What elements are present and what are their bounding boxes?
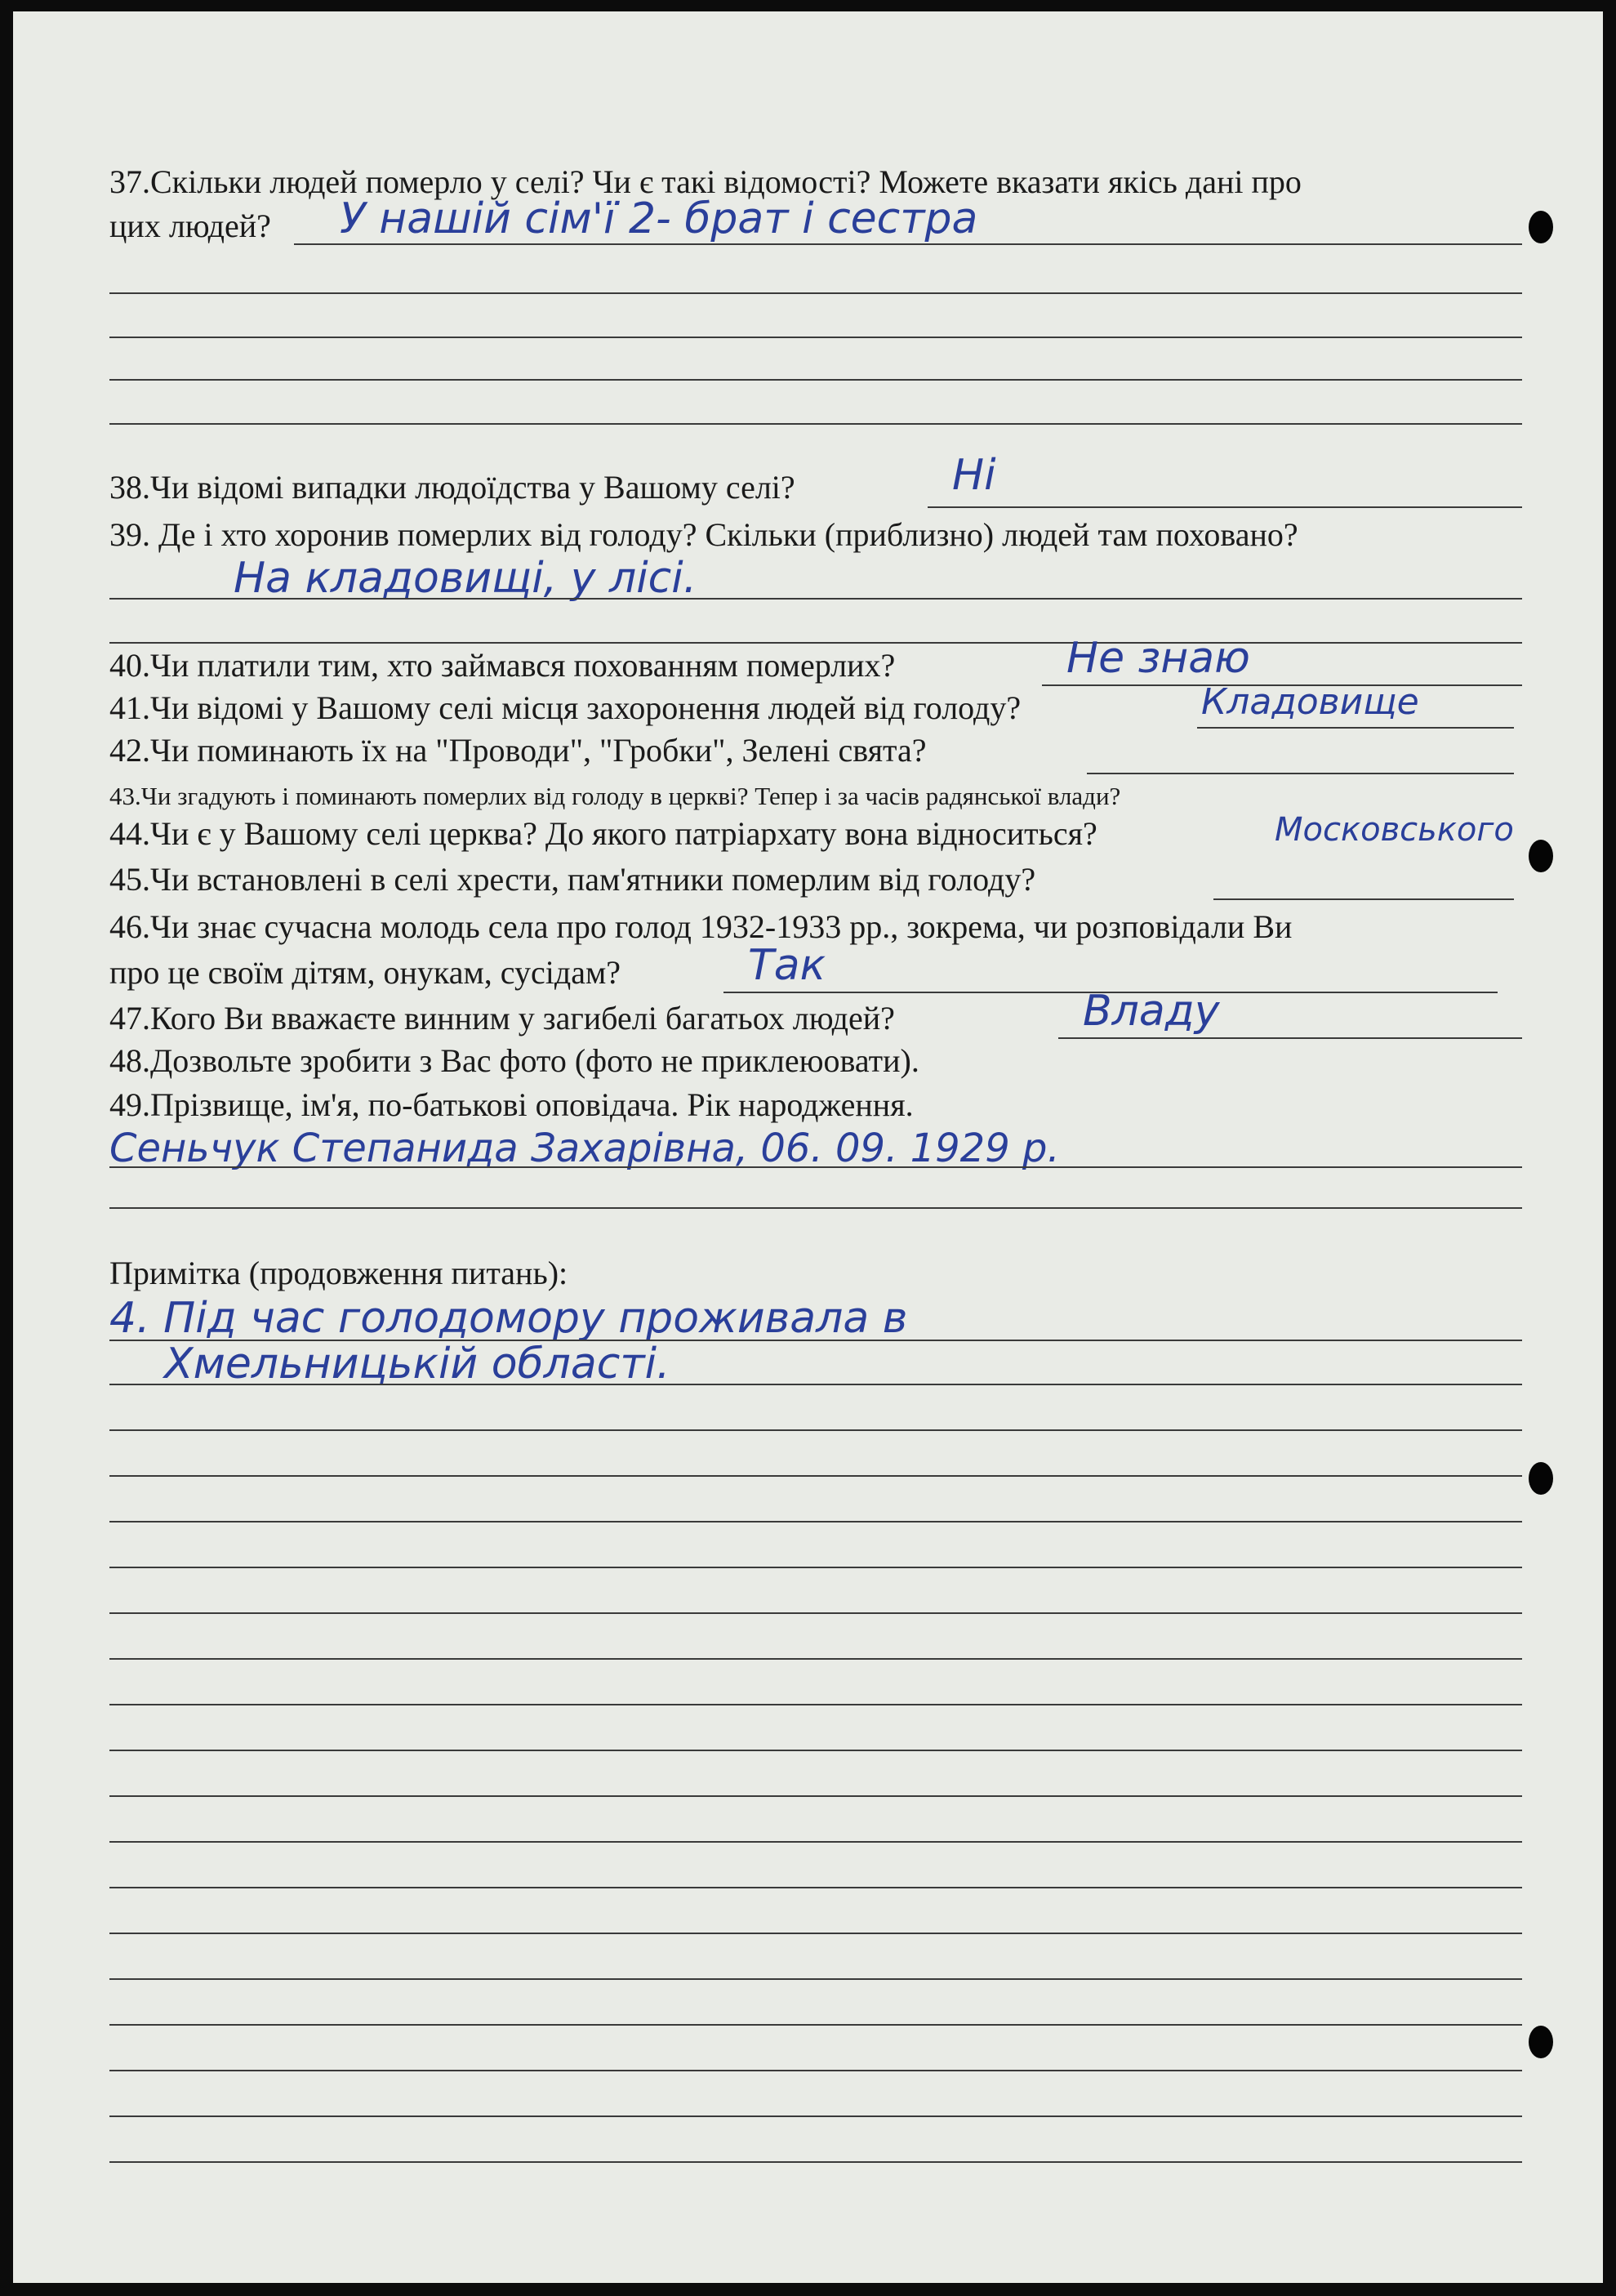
- answer-line: [109, 1612, 1522, 1614]
- answer-line: [109, 1384, 1522, 1385]
- answer-41: Кладовище: [1201, 681, 1419, 723]
- note-line-2: Хмельницькій області.: [164, 1340, 670, 1389]
- answer-line: [109, 423, 1522, 425]
- answer-47: Владу: [1083, 987, 1220, 1036]
- answer-line: [109, 1841, 1522, 1843]
- answer-44: Московського: [1275, 811, 1514, 849]
- question-41: 41.Чи відомі у Вашому селі місця захоронення людей від голоду?: [109, 689, 1022, 726]
- question-45: 45.Чи встановлені в селі хрести, пам'ятники померлим від голоду?: [109, 861, 1036, 898]
- answer-line: [1087, 773, 1514, 774]
- answer-line: [294, 243, 1522, 245]
- answer-39: На кладовищі, у лісі.: [234, 554, 697, 603]
- answer-40: Не знаю: [1066, 634, 1250, 683]
- answer-38: Ні: [952, 451, 996, 500]
- answer-line: [109, 1207, 1522, 1209]
- question-43: 43.Чи згадують і поминають померлих від голоду в церкві? Тепер і за часів радянської влади?: [109, 782, 1121, 810]
- answer-line: [928, 506, 1522, 508]
- answer-line: [109, 642, 1522, 644]
- punch-hole: [1529, 211, 1553, 243]
- question-37-line2: цих людей?: [109, 207, 271, 244]
- answer-line: [109, 1658, 1522, 1660]
- punch-hole: [1529, 1462, 1553, 1495]
- answer-line: [109, 1475, 1522, 1477]
- answer-line: [109, 292, 1522, 294]
- answer-line: [109, 2024, 1522, 2026]
- answer-line: [109, 1795, 1522, 1797]
- note-line-1: 4. Під час голодомору проживала в: [109, 1294, 908, 1343]
- answer-49: Сеньчук Степанида Захарівна, 06. 09. 1929 р.: [109, 1126, 1060, 1171]
- question-37-line1: 37.Скільки людей померло у селі? Чи є такі відомості? Можете вказати якісь дані про: [109, 163, 1302, 200]
- answer-line: [109, 1978, 1522, 1980]
- answer-line: [109, 2115, 1522, 2117]
- answer-line: [109, 1933, 1522, 1934]
- question-39: 39. Де і хто хоронив померлих від голоду? Скільки (приблизно) людей там поховано?: [109, 516, 1298, 553]
- question-49: 49.Прізвище, ім'я, по-батькові оповідача. Рік народження.: [109, 1086, 914, 1123]
- answer-line: [109, 1567, 1522, 1568]
- question-48: 48.Дозвольте зробити з Вас фото (фото не приклеюовати).: [109, 1042, 919, 1079]
- question-47: 47.Кого Ви вважаєте винним у загибелі багатьох людей?: [109, 1000, 895, 1037]
- question-40: 40.Чи платили тим, хто займався похованням померлих?: [109, 647, 896, 684]
- answer-line: [109, 337, 1522, 338]
- answer-line: [109, 379, 1522, 381]
- question-46-line1: 46.Чи знає сучасна молодь села про голод 1932-1933 рр., зокрема, чи розповідали Ви: [109, 908, 1293, 945]
- question-38: 38.Чи відомі випадки людоїдства у Вашому селі?: [109, 469, 795, 506]
- answer-line: [109, 2070, 1522, 2071]
- answer-line: [109, 2161, 1522, 2163]
- answer-line: [109, 598, 1522, 600]
- answer-line: [109, 1750, 1522, 1751]
- punch-hole: [1529, 2026, 1553, 2058]
- answer-line: [1197, 727, 1514, 729]
- answer-line: [109, 1887, 1522, 1888]
- answer-46: Так: [748, 941, 826, 990]
- answer-line: [1058, 1037, 1522, 1039]
- note-label: Примітка (продовження питань):: [109, 1255, 568, 1291]
- questionnaire-sheet: [13, 11, 1603, 2283]
- question-44: 44.Чи є у Вашому селі церква? До якого патріархату вона відноситься?: [109, 815, 1097, 852]
- answer-line: [109, 1521, 1522, 1522]
- answer-line: [109, 1166, 1522, 1168]
- question-46-line2: про це своїм дітям, онукам, сусідам?: [109, 954, 621, 991]
- answer-37: У нашій сім'ї 2- брат і сестра: [340, 194, 978, 243]
- answer-line: [109, 1704, 1522, 1705]
- answer-line: [1213, 898, 1514, 900]
- question-42: 42.Чи поминають їх на "Проводи", "Гробки", Зелені свята?: [109, 732, 927, 769]
- punch-hole: [1529, 840, 1553, 872]
- answer-line: [109, 1429, 1522, 1431]
